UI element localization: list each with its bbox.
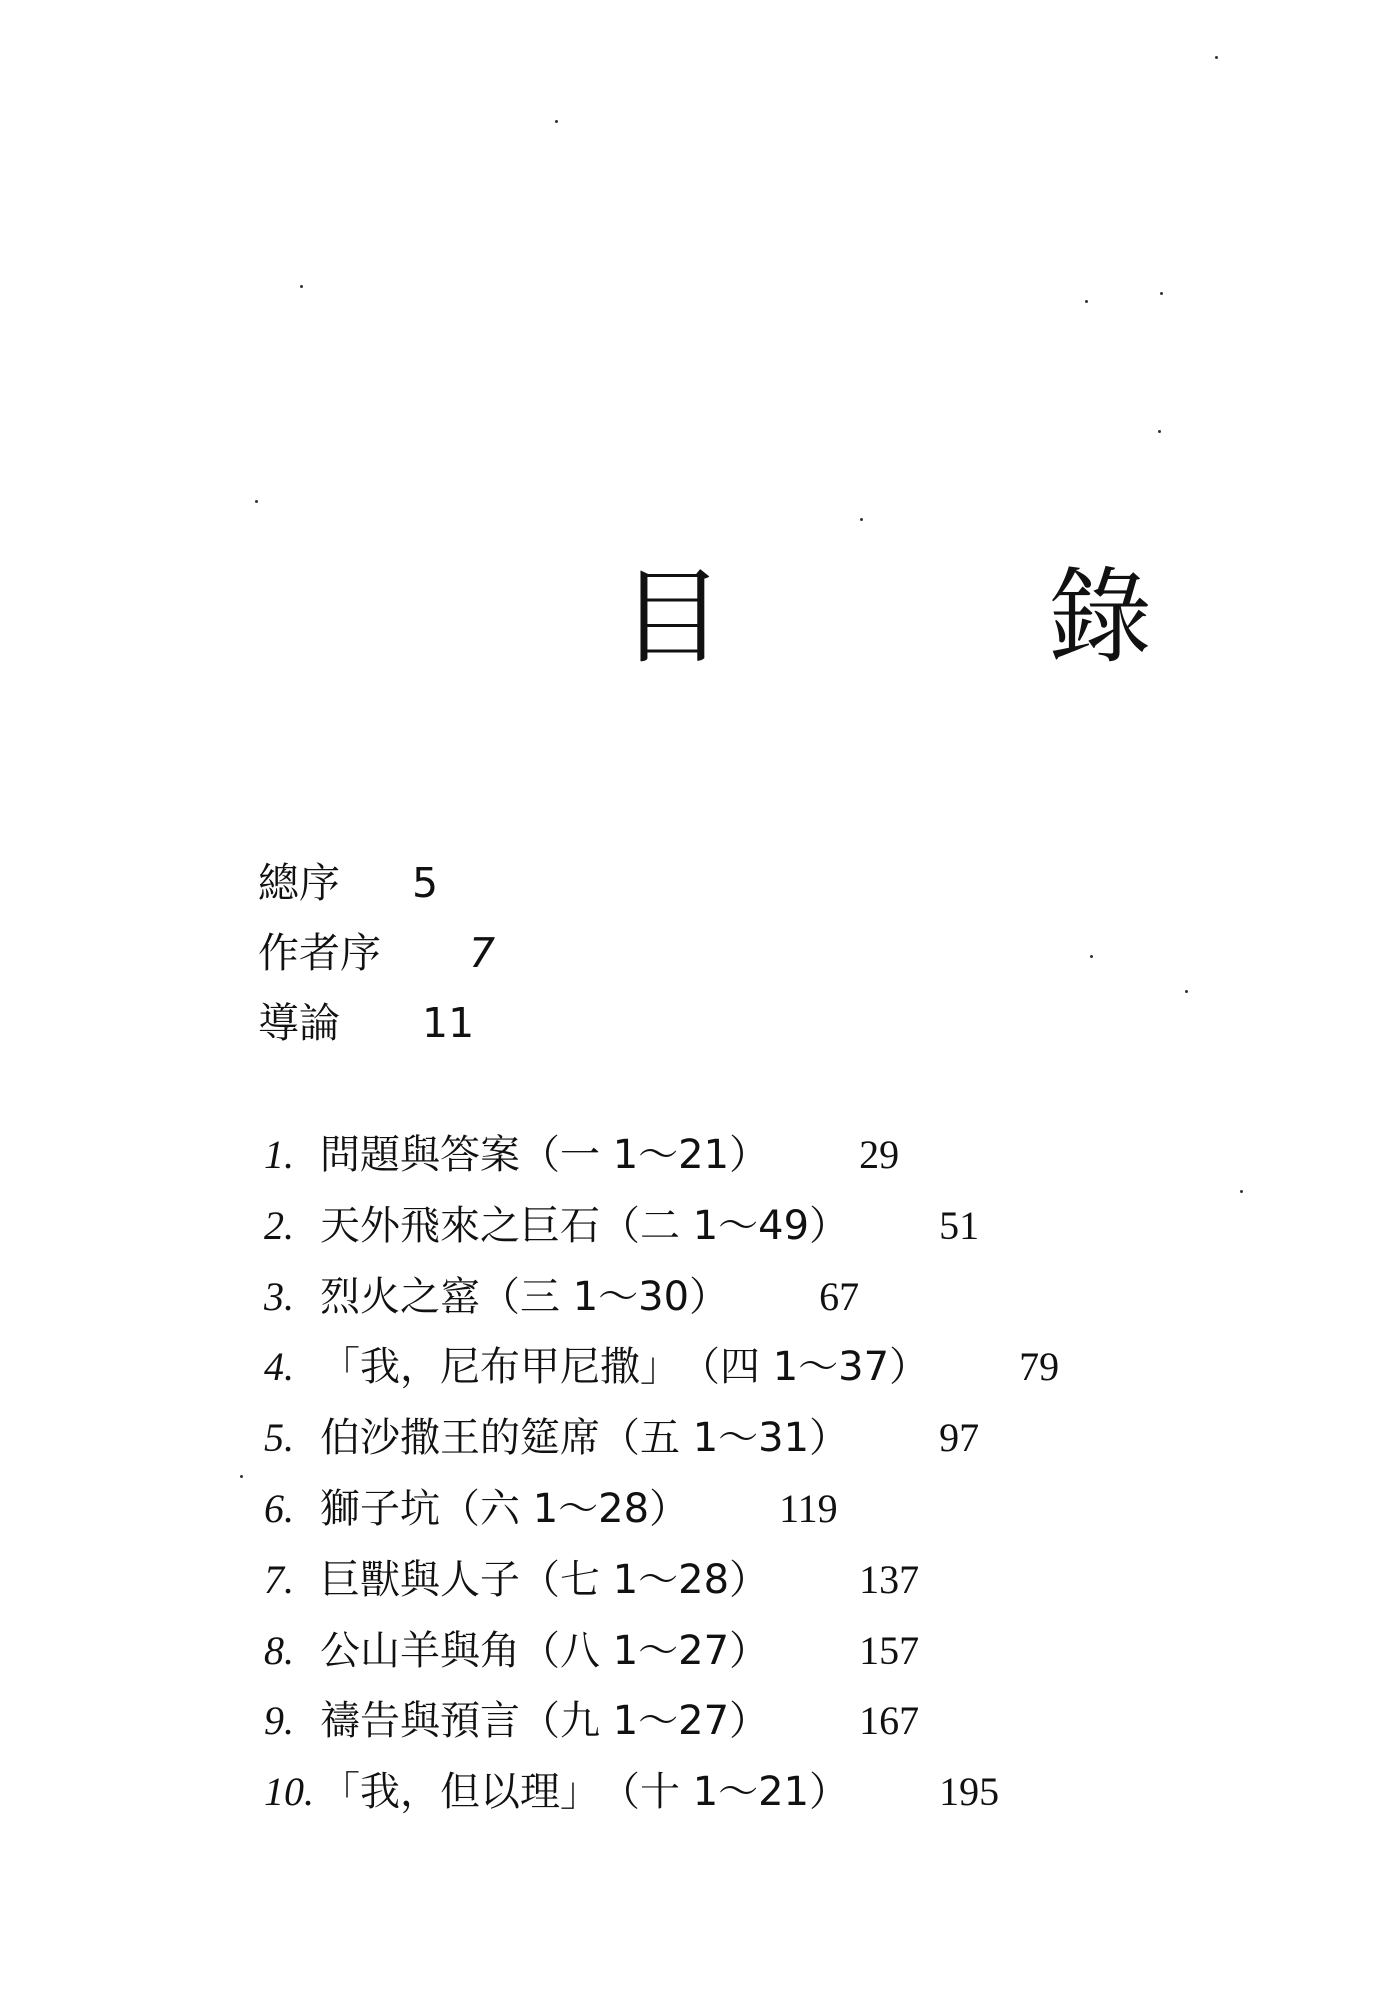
chapter-title: 禱告與預言 bbox=[320, 1698, 520, 1745]
chapter-item bbox=[264, 1332, 1059, 1403]
chapter-page: 137 bbox=[859, 1556, 920, 1602]
chapter-title: 公山羊與角 bbox=[320, 1627, 520, 1674]
chapter-verse-range: （八 1～27） bbox=[520, 1627, 770, 1674]
chapter-item bbox=[264, 1191, 1059, 1262]
chapter-verse-range: （二 1～49） bbox=[600, 1202, 850, 1249]
chapter-number: 9. bbox=[264, 1698, 294, 1744]
chapter-verse-range: （七 1～28） bbox=[520, 1556, 770, 1603]
chapter-item bbox=[264, 1616, 1059, 1687]
chapter-verse-range: （十 1～21） bbox=[600, 1769, 850, 1816]
chapter-number: 5. bbox=[264, 1415, 294, 1461]
chapter-verse-range: （六 1～28） bbox=[440, 1485, 690, 1532]
front-matter-page: 5 bbox=[412, 859, 439, 907]
chapter-title: 巨獸與人子 bbox=[320, 1556, 520, 1603]
print-speck bbox=[1240, 1190, 1243, 1193]
chapter-page: 167 bbox=[859, 1698, 920, 1744]
chapter-verse-range: （一 1～21） bbox=[520, 1132, 770, 1178]
front-matter-item bbox=[258, 988, 495, 1058]
chapter-number: 6. bbox=[264, 1485, 294, 1531]
chapter-list bbox=[264, 1120, 1059, 1828]
chapter-number: 4. bbox=[264, 1344, 294, 1390]
print-speck bbox=[240, 1475, 243, 1478]
chapter-number: 3. bbox=[264, 1273, 294, 1319]
chapter-page: 97 bbox=[939, 1415, 980, 1461]
print-speck bbox=[255, 500, 258, 503]
chapter-title: 「我，但以理」 bbox=[320, 1769, 600, 1816]
print-speck bbox=[1215, 56, 1218, 59]
front-matter-label: 導論 bbox=[258, 999, 340, 1047]
chapter-page: 157 bbox=[859, 1627, 920, 1673]
chapter-number: 7. bbox=[264, 1556, 294, 1602]
chapter-title: 獅子坑 bbox=[320, 1485, 440, 1532]
chapter-title: 天外飛來之巨石 bbox=[320, 1202, 600, 1249]
chapter-verse-range: （九 1～27） bbox=[520, 1698, 770, 1745]
front-matter-list bbox=[258, 848, 495, 1058]
chapter-item bbox=[264, 1474, 1059, 1545]
print-speck bbox=[1160, 292, 1163, 295]
front-matter-label: 作者序 bbox=[258, 929, 381, 977]
front-matter-label: 總序 bbox=[258, 859, 340, 907]
chapter-title: 伯沙撒王的筵席 bbox=[320, 1415, 600, 1462]
chapter-verse-range: （五 1～31） bbox=[600, 1415, 850, 1462]
chapter-page: 195 bbox=[939, 1769, 1000, 1815]
print-speck bbox=[1090, 955, 1093, 958]
chapter-number: 1. bbox=[264, 1132, 294, 1177]
chapter-item bbox=[264, 1545, 1059, 1616]
chapter-title: 烈火之窰 bbox=[320, 1273, 480, 1320]
chapter-item bbox=[264, 1686, 1059, 1757]
print-speck bbox=[860, 518, 863, 521]
chapter-page: 119 bbox=[779, 1485, 838, 1531]
print-speck bbox=[555, 120, 558, 123]
chapter-item bbox=[264, 1757, 1059, 1828]
front-matter-page: 11 bbox=[422, 999, 475, 1047]
chapter-title: 問題與答案 bbox=[320, 1132, 520, 1178]
page-title: 目 錄 bbox=[620, 556, 1263, 678]
chapter-page: 29 bbox=[859, 1132, 900, 1177]
chapter-number: 8. bbox=[264, 1627, 294, 1673]
chapter-verse-range: （三 1～30） bbox=[480, 1273, 730, 1320]
chapter-number: 2. bbox=[264, 1202, 294, 1248]
chapter-page: 79 bbox=[1019, 1344, 1060, 1390]
chapter-item bbox=[264, 1262, 1059, 1333]
chapter-number: 10. bbox=[264, 1769, 314, 1815]
print-speck bbox=[1158, 430, 1161, 433]
front-matter-item bbox=[258, 918, 495, 988]
print-speck bbox=[300, 285, 303, 288]
print-speck bbox=[1085, 300, 1088, 303]
front-matter-item bbox=[258, 848, 495, 918]
chapter-page: 67 bbox=[819, 1273, 860, 1319]
print-speck bbox=[1185, 990, 1188, 993]
front-matter-page: 7 bbox=[469, 929, 496, 977]
chapter-item bbox=[264, 1403, 1059, 1474]
chapter-title: 「我，尼布甲尼撒」 bbox=[320, 1344, 680, 1391]
chapter-verse-range: （四 1～37） bbox=[680, 1344, 930, 1391]
chapter-page: 51 bbox=[939, 1202, 980, 1248]
chapter-item bbox=[264, 1120, 1059, 1191]
